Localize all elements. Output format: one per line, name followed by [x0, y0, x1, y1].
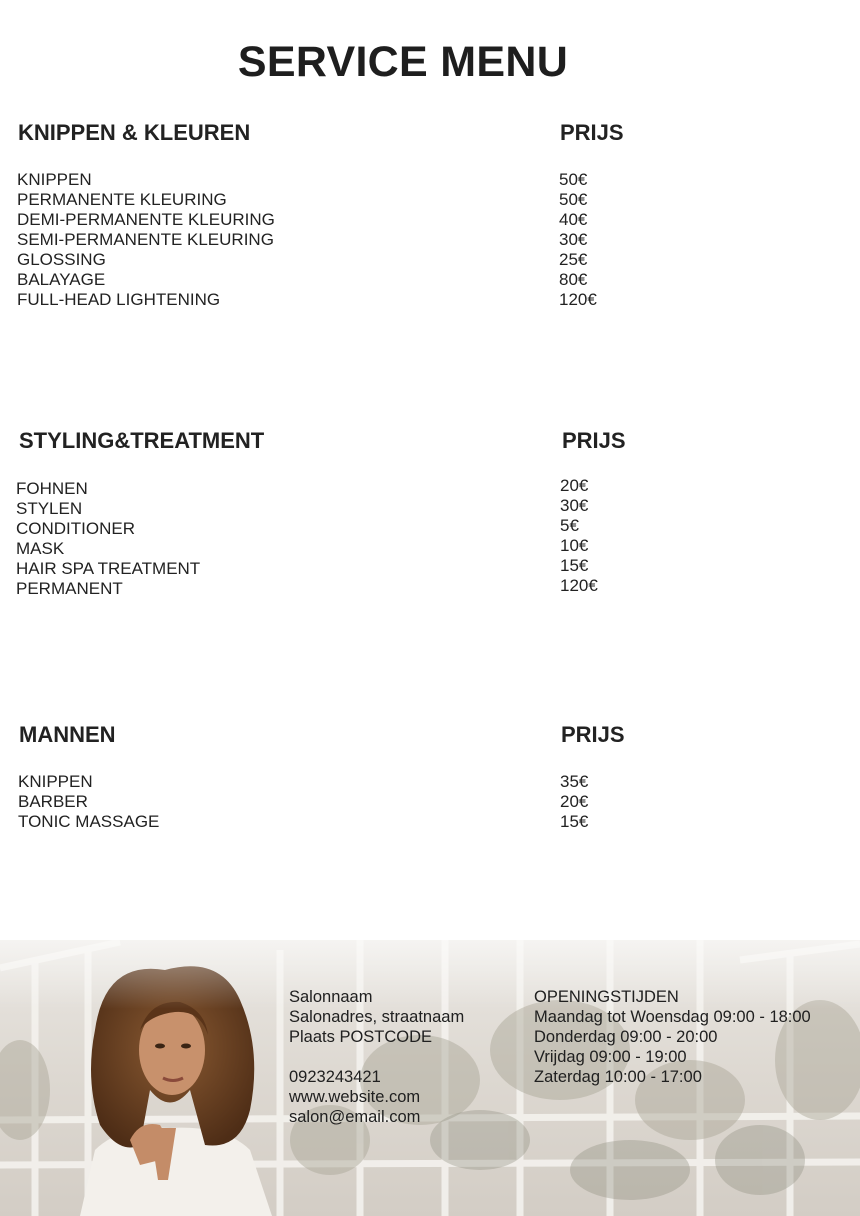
list-item: CONDITIONER [16, 519, 135, 538]
list-item: GLOSSING [17, 250, 106, 269]
service-list [17, 170, 275, 310]
list-item: KNIPPEN [18, 772, 93, 791]
price-list [559, 170, 597, 310]
price-item: 40€ [559, 210, 588, 229]
list-item: DEMI-PERMANENTE KLEURING [17, 210, 275, 229]
list-item: HAIR SPA TREATMENT [16, 559, 201, 578]
price-item: 120€ [559, 290, 597, 309]
price-item: 20€ [560, 792, 589, 811]
salon-name: Salonnaam [289, 988, 373, 1006]
list-item: STYLEN [16, 499, 83, 518]
price-item: 15€ [560, 556, 589, 575]
service-list [18, 772, 159, 832]
salon-email: salon@email.com [289, 1108, 421, 1126]
list-item: MASK [16, 539, 65, 558]
salon-phone: 0923243421 [289, 1068, 381, 1086]
price-list [560, 772, 588, 832]
opening-hours-title: OPENINGSTIJDEN [534, 988, 679, 1006]
price-item: 5€ [560, 516, 579, 535]
list-item: FOHNEN [16, 479, 88, 498]
price-item: 20€ [560, 476, 589, 495]
price-item: 30€ [559, 230, 588, 249]
price-item: 10€ [560, 536, 589, 555]
hours-line: Maandag tot Woensdag 09:00 - 18:00 [534, 1008, 811, 1026]
price-item: 25€ [559, 250, 588, 269]
price-item: 120€ [560, 576, 598, 595]
list-item: PERMANENT [16, 579, 123, 598]
contact-info [289, 987, 464, 1127]
price-header: PRIJS [562, 428, 626, 453]
section-title: KNIPPEN & KLEUREN [18, 120, 251, 145]
price-item: 15€ [560, 812, 589, 831]
page-title: SERVICE MENU [237, 38, 569, 86]
list-item: SEMI-PERMANENTE KLEURING [17, 230, 274, 249]
price-header: PRIJS [560, 120, 624, 145]
price-header: PRIJS [561, 722, 625, 747]
hours-line: Vrijdag 09:00 - 19:00 [534, 1048, 687, 1066]
salon-address: Salonadres, straatnaam [289, 1008, 465, 1026]
list-item: BALAYAGE [17, 270, 106, 289]
opening-hours [534, 987, 811, 1087]
hours-line: Donderdag 09:00 - 20:00 [534, 1028, 718, 1046]
salon-website: www.website.com [289, 1088, 421, 1106]
footer-photo-banner [0, 940, 860, 1216]
salon-city: Plaats POSTCODE [289, 1028, 433, 1046]
list-item: TONIC MASSAGE [18, 812, 160, 831]
price-item: 35€ [560, 772, 589, 791]
hours-line: Zaterdag 10:00 - 17:00 [534, 1068, 702, 1086]
list-item: PERMANENTE KLEURING [17, 190, 227, 209]
list-item: BARBER [18, 792, 88, 811]
price-item: 80€ [559, 270, 588, 289]
price-list [560, 476, 598, 596]
list-item: KNIPPEN [17, 170, 92, 189]
service-list [16, 479, 200, 599]
price-item: 50€ [559, 170, 588, 189]
price-item: 50€ [559, 190, 588, 209]
list-item: FULL-HEAD LIGHTENING [17, 290, 221, 309]
section-title: MANNEN [19, 722, 116, 747]
section-title: STYLING&TREATMENT [19, 428, 265, 453]
spacer [289, 1047, 464, 1067]
price-item: 30€ [560, 496, 589, 515]
